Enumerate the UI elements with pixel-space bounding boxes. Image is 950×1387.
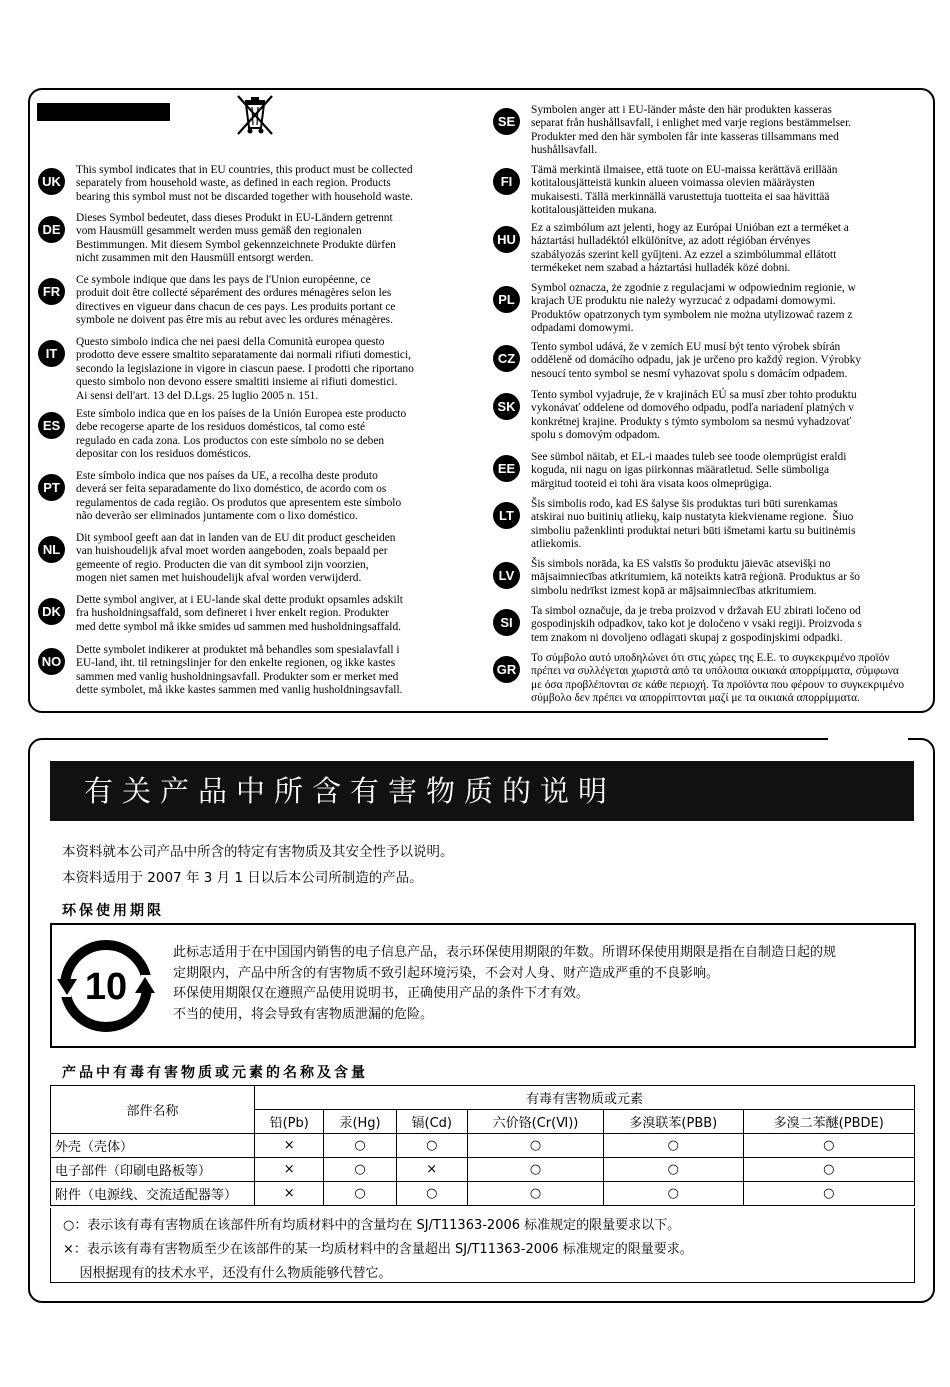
substance-mark: ○: [604, 1134, 743, 1158]
note-circle: ○：表示该有毒有害物质在该部件所有均质材料中的含量均在 SJ/T11363-2006 标准规定的限量要求以下。: [63, 1218, 681, 1233]
table-heading: 产品中有毒有害物质或元素的名称及含量: [62, 1065, 368, 1081]
left-badge-no: NO: [38, 648, 65, 675]
group-header: 有毒有害物质或元素: [255, 1086, 915, 1110]
substance-mark: ○: [604, 1182, 743, 1206]
right-text-ee: See sümbol näitab, et EL-i maades tuleb see toode olemprügist eraldi koguda, nii nagu on igas piirkonnas määratletud. Selle sümboliga märgitud tooteid ei tohi ära visata koos olmeprügiga.: [531, 451, 847, 490]
left-text-de: Dieses Symbol bedeutet, dass dieses Produkt in EU-Ländern getrennt vom Hausmüll gesammelt werden muss gemäß den regionalen Bestimmungen. Mit diesem Symbol gekennzeichnete Produkte dürfen nicht zusammen mit den Hausmüll entsorgt werden.: [76, 212, 396, 265]
right-badge-lt: LT: [493, 502, 520, 529]
right-text-se: Symbolen anger att i EU-länder måste den här produkten kasseras separat från hushållsavfall, i enlighet med varje regions bestämmelser. Produkter med den här symbolen får inte kasseras tillsammans med hushållsavfall.: [531, 104, 852, 157]
left-badge-uk: UK: [38, 168, 65, 195]
right-badge-se: SE: [493, 108, 520, 135]
right-text-hu: Ez a szimbólum azt jelenti, hogy az Európai Unióban ezt a terméket a háztartási hulladéktól elkülönítve, az adott régióban érvényes szabályozás szerint kell gyűjteni. Az ezzel a szimbólummal ellátott termékeket nem szabad a háztartási hulladék közé dobni.: [531, 222, 849, 275]
substance-mark: ○: [743, 1182, 915, 1206]
substance-mark: ×: [255, 1182, 324, 1206]
table-row: [51, 1182, 915, 1206]
left-badge-pt: PT: [38, 474, 65, 501]
epup-heading: 环保使用期限: [62, 903, 164, 919]
substance-mark: ○: [743, 1134, 915, 1158]
table-row: [51, 1134, 915, 1158]
left-badge-nl: NL: [38, 536, 65, 563]
left-badge-dk: DK: [38, 598, 65, 625]
right-text-fi: Tämä merkintä ilmaisee, että tuote on EU-maissa kerättävä erillään kotitalousjätteistä kunkin alueen voimassa olevien määräysten mukaisesti. Tällä merkinnällä varustettuja tuotteita ei saa hävittää kotitalousjätteiden mukana.: [531, 164, 838, 217]
substance-header: 汞(Hg): [324, 1110, 396, 1134]
substance-header: 铅(Pb): [255, 1110, 324, 1134]
substance-header: 六价铬(Cr(Ⅵ)): [467, 1110, 603, 1134]
right-badge-lv: LV: [493, 562, 520, 589]
left-text-it: Questo simbolo indica che nei paesi della Comunità europea questo prodotto deve essere smaltito separatamente dai normali rifiuti domestici, secondo la legislazione in vigore in ciascun paese. I prodotti che riportano questo simbolo non devono essere smaltiti insieme ai rifiuti domestici. Ai sensi dell'art. 13 del D.Lgs. 25 luglio 2005 n. 151.: [76, 336, 414, 402]
intro-line-2: 本资料适用于 2007 年 3 月 1 日以后本公司所制造的产品。: [62, 870, 423, 886]
left-text-fr: Ce symbole indique que dans les pays de l'Union européenne, ce produit doit être collecté séparément des ordures ménagères selon les directives en vigueur dans chacun de ces pays. Les produits portant ce symbole ne doivent pas être mis au rebut avec les ordures ménagères.: [76, 274, 396, 327]
substance-mark: ×: [255, 1134, 324, 1158]
left-badge-es: ES: [38, 412, 65, 439]
left-badge-de: DE: [38, 216, 65, 243]
substance-mark: ○: [467, 1158, 603, 1182]
table-row: [51, 1158, 915, 1182]
left-text-uk: This symbol indicates that in EU countries, this product must be collected separately from household waste, as defined in each region. Products bearing this symbol must not be discarded together with household waste.: [76, 164, 413, 203]
right-text-pl: Symbol oznacza, że zgodnie z regulacjami w odpowiednim regionie, w krajach UE produktu nie należy wyrzucać z odpadami domowymi. Produktów opatrzonych tym symbolem nie można utylizować razem z odpadami domowymi.: [531, 282, 856, 335]
substance-mark: ○: [396, 1134, 467, 1158]
hazardous-substance-table: [50, 1085, 915, 1206]
right-badge-cz: CZ: [493, 345, 520, 372]
header-black-bar: [37, 103, 170, 121]
right-badge-hu: HU: [493, 226, 520, 253]
right-text-lv: Šis simbols norāda, ka ES valstīs šo produktu jāievāc atsevišķi no mājsaimniecības atkritumiem, kā noteikts katrā reģionā. Produktus ar šo simbolu nedrīkst izmest kopā ar mājsaimniecības atkritumiem.: [531, 558, 860, 597]
substance-header: 镉(Cd): [396, 1110, 467, 1134]
right-badge-gr: GR: [493, 656, 520, 683]
epup-text: 此标志适用于在中国国内销售的电子信息产品，表示环保使用期限的年数。所谓环保使用期限是指在自制造日起的规 定期限内，产品中所含的有害物质不致引起环境污染，不会对人身、财产造成严重的不良影响。 环保使用期限仅在遵照产品使用说明书，正确使用产品的条件下才有效。 不当的使用，将会导致有害物质泄漏的危险。: [173, 945, 837, 1022]
left-text-es: Este símbolo indica que en los países de la Unión Europea este producto debe recogerse aparte de los residuos domésticos, tal como esté regulado en cada zona. Los productos con este símbolo no se deben depositar con los residuos domésticos.: [76, 408, 407, 461]
substance-mark: ○: [743, 1158, 915, 1182]
intro-line-1: 本资料就本公司产品中所含的特定有害物质及其安全性予以说明。: [62, 844, 454, 860]
substance-header: 多溴二苯醚(PBDE): [743, 1110, 915, 1134]
substance-mark: ○: [604, 1158, 743, 1182]
right-badge-ee: EE: [493, 455, 520, 482]
right-text-si: Ta simbol označuje, da je treba proizvod v državah EU zbirati ločeno od gospodinjskih odpadkov, tako kot je določeno v vsaki regiji. Proizvoda s tem znakom ni dovoljeno odlagati skupaj z gospodinjskimi odpadki.: [531, 605, 862, 644]
note-reason: 因根据现有的技术水平，还没有什么物质能够代替它。: [63, 1266, 392, 1281]
left-text-no: Dette symbolet indikerer at produktet må behandles som spesialavfall i EU-land, iht. til retningslinjer for den enkelte regionen, og ikke kastes sammen med vanlig husholdningsavfall. Produkter som er merket med dette symbolet, må ikke kastes sammen med vanlig husholdningsavfall.: [76, 644, 403, 697]
left-text-pt: Este símbolo indica que nos países da UE, a recolha deste produto deverá ser feita separadamente do lixo doméstico, de acordo com os regulamentos de cada região. Os produtos que apresentem este símbolo não deverão ser eliminados juntamente com o lixo doméstico.: [76, 470, 402, 523]
crossed-bin-icon: [234, 94, 276, 138]
substance-header: 多溴联苯(PBB): [604, 1110, 743, 1134]
substance-mark: ○: [324, 1134, 396, 1158]
right-badge-sk: SK: [493, 393, 520, 420]
substance-mark: ○: [324, 1182, 396, 1206]
part-name: 电子部件（印刷电路板等）: [51, 1158, 255, 1182]
right-text-lt: Šis simbolis rodo, kad ES šalyse šis produktas turi būti surenkamas atskirai nuo buitinių atliekų, kaip nustatyta kiekviename regione. Šiuo simboliu paženklinti produktai neturi būti išmetami kartu su buitinėmis atliekomis.: [531, 498, 856, 551]
right-badge-si: SI: [493, 609, 520, 636]
note-cross: ×：表示该有毒有害物质至少在该部件的某一均质材料中的含量超出 SJ/T11363-2006 标准规定的限量要求。: [63, 1242, 693, 1257]
right-badge-fi: FI: [493, 168, 520, 195]
part-name: 附件（电源线、交流适配器等）: [51, 1182, 255, 1206]
left-badge-it: IT: [38, 340, 65, 367]
table-notes: [50, 1208, 915, 1283]
substance-mark: ○: [324, 1158, 396, 1182]
part-header: 部件名称: [51, 1086, 255, 1134]
substance-mark: ×: [396, 1158, 467, 1182]
right-text-sk: Tento symbol vyjadruje, že v krajinách EÚ sa musí zber tohto produktu vykonávať oddelene od domového odpadu, podľa nariadení platných v konkrétnej krajine. Produkty s týmto symbolom sa nesmú vyhadzovať spolu s domovým odpadom.: [531, 389, 857, 442]
substance-mark: ○: [467, 1134, 603, 1158]
right-badge-pl: PL: [493, 286, 520, 313]
epup-10-icon: [55, 935, 157, 1037]
right-text-cz: Tento symbol udává, že v zemích EU musí být tento výrobek sbírán odděleně od domácího odpadu, jak je určeno pro každý region. Výrobky nesoucí tento symbol se nesmí vyhazovat spolu s domácím odpadem.: [531, 341, 862, 380]
left-badge-fr: FR: [38, 278, 65, 305]
substance-mark: ×: [255, 1158, 324, 1182]
epup-number: 10: [84, 966, 128, 1008]
page-title: 有关产品中所含有害物质的说明: [50, 761, 914, 821]
substance-mark: ○: [467, 1182, 603, 1206]
panel-border-gap: [828, 732, 908, 744]
substance-mark: ○: [396, 1182, 467, 1206]
part-name: 外壳（壳体）: [51, 1134, 255, 1158]
left-text-dk: Dette symbol angiver, at i EU-lande skal dette produkt opsamles adskilt fra husholdningsaffald, som defineret i hver enkelt region. Produkter med dette symbol må ikke smides ud sammen med husholdningsaffald.: [76, 594, 403, 633]
right-text-gr: Το σύμβολο αυτό υποδηλώνει ότι στις χώρες της Ε.Ε. το συγκεκριμένο προϊόν πρέπει να συλλέγεται χωριστά από τα υπόλοιπα οικιακά απορρίμματα, σύμφωνα με όσα προβλέπονται σε κάθε περιοχή. Τα προϊόντα που φέρουν το συγκεκριμένο σύμβολο δεν πρέπει να απορρίπτονται μαζί με τα οικιακά απορρίμματα.: [531, 652, 905, 705]
left-text-nl: Dit symbool geeft aan dat in landen van de EU dit product gescheiden van huishoudelijk afval moet worden aangeboden, zoals bepaald per gemeente of regio. Producten die van dit symbool zijn voorzien, mogen niet samen met huishoudelijk afval worden verwijderd.: [76, 532, 396, 585]
